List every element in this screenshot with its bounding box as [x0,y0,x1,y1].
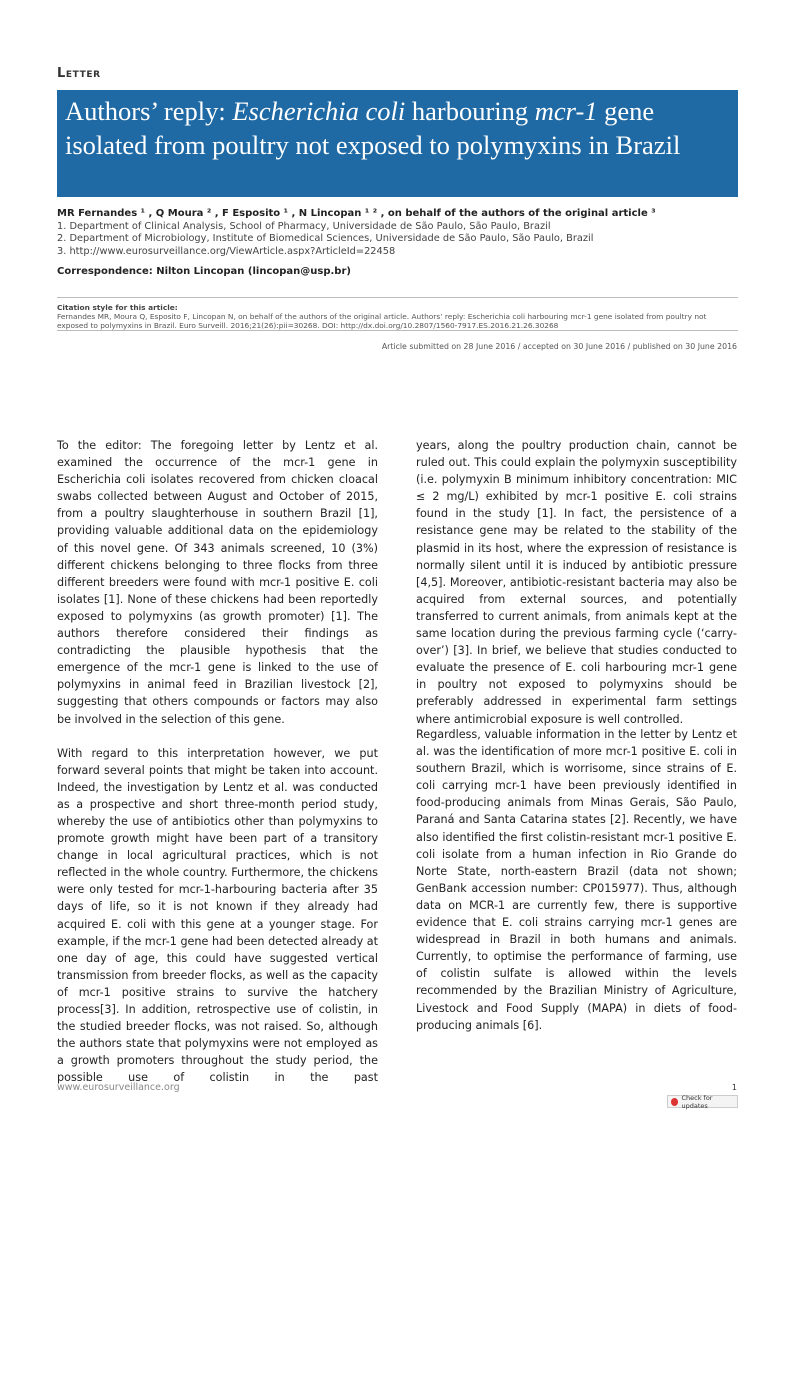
paragraph-1 [57,437,378,728]
affiliation-2: 2. Department of Microbiology, Institute of Biomedical Sciences, Universidade de São Paulo, São Paulo, Brazil [57,233,594,245]
title-species: Escherichia coli [232,96,406,126]
page-number: 1 [731,1083,737,1092]
lead-in: To the editor: [57,439,142,452]
paragraph-2-continued [416,437,737,726]
paragraph-3: Regardless, valuable information in the letter by Lentz et al. was the identification of more mcr-1 positive E. coli in southern Brazil, which is worrisome, since strains of E. coli carrying mcr-1 have been previously identified in food-producing animals from Minas Gerais, São Paulo, Paraná and Santa Catarina states [2]. Recently, we have also identified the first colistin-resistant mcr-1 positive E. coli isolate from a human infection in Rio Grande do Norte State, north-eastern Brazil (data not shown; GenBank accession number: CP015977). Thus, although data on MCR-1 are currently few, there is supportive evidence that E. coli strains carrying mcr-1 genes are widespread in Brazil in both humans and animals. Currently, to optimise the performance of farming, use of colistin sulfate is allowed within the levels recommended by the Brazilian Ministry of Agriculture, Livestock and Food Supply (MAPA) in diets of food-producing animals [6]. [416,728,737,1032]
citation-block [57,303,738,331]
paragraph-2: With regard to this interpretation however, we put forward several points that might be taken into account. Indeed, the investigation by Lentz et al. was conducted as a prospective and short three-month period study, whereby the use of antibiotics other than polymyxins to promote growth might have been part of a transitory change in local agricultural practices, which is not reflected in the whole country. Furthermore, the chickens were only tested for mcr-1-harbouring bacteria after 35 days of life, so it is not known if they already had acquired E. coli with this gene at a younger stage. For example, if the mcr-1 gene had been detected already at one day of age, this could have suggested vertical transmission from breeder flocks, as well as the capacity of mcr-1 positive strains to survive the hatchery process[3]. In addition, retrospective use of colistin, in the studied breeder flocks, was not raised. So, although the authors state that polymyxins were not employed as a growth promoters throughout the study period, the possible use of colistin in the past [57,746,378,1085]
title-part-2: harbouring [405,96,535,126]
affiliation-3[interactable]: 3. http://www.eurosurveillance.org/ViewArticle.aspx?ArticleId=22458 [57,245,396,257]
correspondence: Correspondence: Nilton Lincopan (lincopan@usp.br) [57,266,351,277]
footer-url[interactable]: www.eurosurveillance.org [57,1082,180,1093]
check-for-updates-badge[interactable] [667,1095,738,1108]
paragraph-2-continued-text: years, along the poultry production chain, cannot be ruled out. This could explain the polymyxin susceptibility (i.e. polymyxin B minimum inhibitory concentration: MIC ≤ 2 mg/L) exhibited by mcr-1 positive E. coli strains found in the study [1]. In fact, the persistence of a resistance gene may be related to the stability of the plasmid in its host, where the expression of resistance is normally silent until it is induced by antibiotic pressure [4,5]. Moreover, antibiotic-resistant bacteria may also be acquired from external sources, and potentially transferred to current animals, from animals kept at the same location during the previous farming cycle (‘carry-over’) [3]. In brief, we believe that studies conducted to evaluate the presence of E. coli harbouring mcr-1 gene in poultry not exposed to polymyxins should be preferably addressed in experimental farm settings where antimicrobial exposure is well controlled. [416,439,737,726]
affiliation-1: 1. Department of Clinical Analysis, School of Pharmacy, Universidade de São Paulo, São Paulo, Brazil [57,221,551,232]
body-column-right [416,437,737,1051]
submission-dates: Article submitted on 28 June 2016 / accepted on 30 June 2016 / published on 30 June 2016 [381,342,737,351]
section-label: Letter [57,66,101,81]
citation-text: Fernandes MR, Moura Q, Esposito F, Lincopan N, on behalf of the authors of the original article. Authors’ reply: Escherichia coli harbouring mcr-1 gene isolated from poultry not exposed to polymyxins in Brazil. Euro Surveill. 2016;21(26):pii=30268. DOI: http://dx.doi.org/10.2807/1560-7917.ES.2016.21.26.30268 [57,312,707,331]
article-title [57,90,738,197]
citation-label: Citation style for this article: [57,303,178,312]
update-icon [671,1098,678,1106]
title-part-3: gene isolated from poultry not exposed to polymyxins in Brazil [65,96,681,160]
divider-middle [57,330,738,331]
title-gene: mcr-1 [534,96,598,126]
title-part-1: Authors’ reply: [65,96,233,126]
body-column-left [57,437,378,1390]
affiliations [57,221,594,258]
divider-top [57,297,738,298]
badge-label: Check for updates [681,1093,713,1110]
paragraph-1-text: The foregoing letter by Lentz et al. examined the occurrence of the mcr-1 gene in Escherichia coli isolates recovered from chicken cloacal swabs collected between August and October of 2015, from a poultry slaughterhouse in southern Brazil [1], providing valuable additional data on the epidemiology of this novel gene. Of 343 animals screened, 10 (3%) different chickens belonging to three flocks from three different breeders were found with mcr-1 positive E. coli isolates [1]. None of these chickens had been reportedly exposed to polymyxins (as growth promoter) [1]. The authors therefore considered their findings as contradicting the plausible hypothesis that the emergence of the mcr-1 gene is linked to the use of polymyxins in animal feed in Brazilian livestock [2], suggesting that others compounds or factors may also be involved in the selection of this gene. [57,439,379,726]
author-list: MR Fernandes ¹ , Q Moura ² , F Esposito ¹ , N Lincopan ¹ ² , on behalf of the authors of the original article ³ [57,208,656,219]
